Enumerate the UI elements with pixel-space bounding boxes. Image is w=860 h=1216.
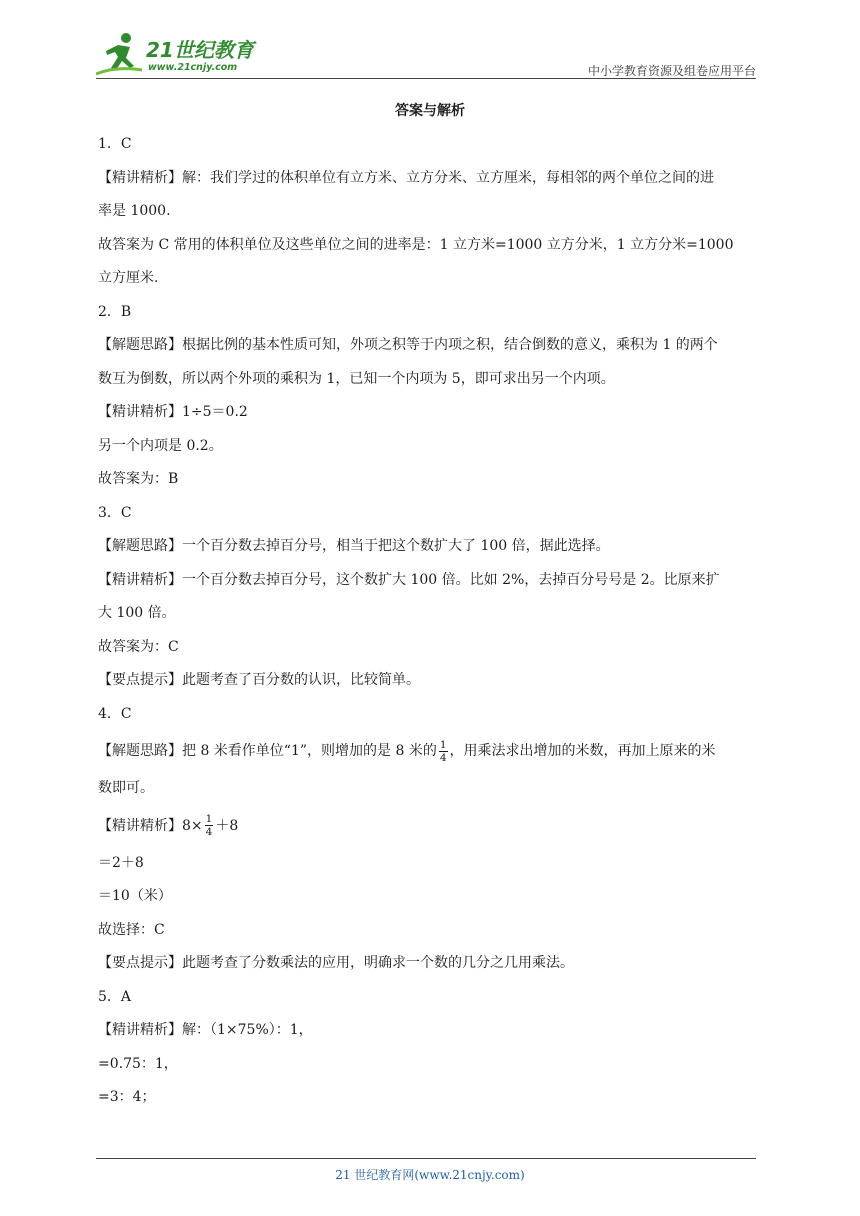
q5-step-1: =0.75：1，	[98, 1055, 178, 1072]
fraction-numerator: 1	[439, 738, 447, 751]
logo-text: 21世纪教育	[146, 38, 254, 62]
page-header	[0, 0, 860, 82]
fraction-numerator: 1	[205, 813, 213, 825]
question-3-answer: 3．C	[98, 504, 132, 521]
q4-tip: 【要点提示】此题考查了分数乘法的应用，明确求一个数的几分之几用乘法。	[98, 955, 574, 971]
question-5-answer: 5．A	[98, 988, 132, 1005]
q1-conclusion-line-2: 立方厘米.	[98, 270, 159, 286]
logo-url: www.21cnjy.com	[148, 62, 238, 73]
q5-analysis: 【精讲精析】解：（1×75%）：1，	[98, 1022, 313, 1038]
q4-analysis	[98, 806, 762, 847]
q3-analysis-line-1: 【精讲精析】一个百分数去掉百分号，这个数扩大 100 倍。比如 2%，去掉百分号号是 2。比原来扩	[98, 571, 720, 588]
answer-content	[98, 128, 762, 1115]
footer-divider	[96, 1158, 756, 1159]
q4-approach-line-1	[98, 731, 762, 772]
fraction-denominator: 4	[439, 751, 447, 764]
q4-approach-text-post: ，用乘法求出增加的米数，再加上原来的米	[449, 743, 716, 759]
q1-analysis-line-1: 【精讲精析】解：我们学过的体积单位有立方米、立方分米、立方厘米，每相邻的两个单位之间的进	[98, 169, 714, 186]
platform-name: 中小学教育资源及组卷应用平台	[587, 64, 756, 78]
q4-step-1: ＝2＋8	[98, 854, 144, 871]
q3-analysis-line-2: 大 100 倍。	[98, 605, 176, 621]
q4-analysis-post: ＋8	[215, 817, 239, 834]
q1-analysis-line-2: 率是 1000.	[98, 203, 171, 219]
q3-approach: 【解题思路】一个百分数去掉百分号，相当于把这个数扩大了 100 倍，据此选择。	[98, 538, 610, 554]
page-title: 答案与解析	[395, 103, 465, 119]
q2-conclusion: 故答案为：B	[98, 471, 179, 487]
q4-approach-text-pre: 【解题思路】把 8 米看作单位“1”，则增加的是 8 米的	[98, 743, 437, 759]
q4-analysis-pre: 【精讲精析】8×	[98, 817, 203, 834]
fraction-one-quarter	[205, 813, 214, 838]
q2-result: 另一个内项是 0.2。	[98, 437, 223, 454]
q5-step-2: =3：4；	[98, 1089, 156, 1105]
fraction-one-quarter	[439, 739, 448, 764]
q3-conclusion: 故答案为：C	[98, 638, 179, 655]
fraction-denominator: 4	[205, 826, 213, 838]
q2-approach-line-1: 【解题思路】根据比例的基本性质可知，外项之积等于内项之积，结合倒数的意义，乘积为 1 的两个	[98, 337, 718, 353]
footer-link[interactable]: 21 世纪教育网(www.21cnjy.com)	[335, 1168, 525, 1182]
site-logo[interactable]	[96, 30, 266, 80]
header-divider	[96, 78, 756, 79]
q1-conclusion-line-1: 故答案为 C 常用的体积单位及这些单位之间的进率是：1 立方米=1000 立方分米，1 立方分米=1000	[98, 236, 734, 253]
q3-tip: 【要点提示】此题考查了百分数的认识，比较简单。	[98, 672, 420, 688]
question-4-answer: 4．C	[98, 705, 132, 722]
runner-logo-icon	[96, 30, 146, 78]
q4-conclusion: 故选择：C	[98, 921, 165, 938]
question-2-answer: 2．B	[98, 303, 132, 320]
q4-approach-line-2: 数即可。	[98, 780, 154, 796]
q4-step-2: ＝10（米）	[98, 888, 172, 904]
q2-analysis: 【精讲精析】1÷5＝0.2	[98, 404, 248, 420]
q2-approach-line-2: 数互为倒数，所以两个外项的乘积为 1，已知一个内项为 5，即可求出另一个内项。	[98, 370, 615, 387]
question-1-answer: 1．C	[98, 136, 132, 152]
